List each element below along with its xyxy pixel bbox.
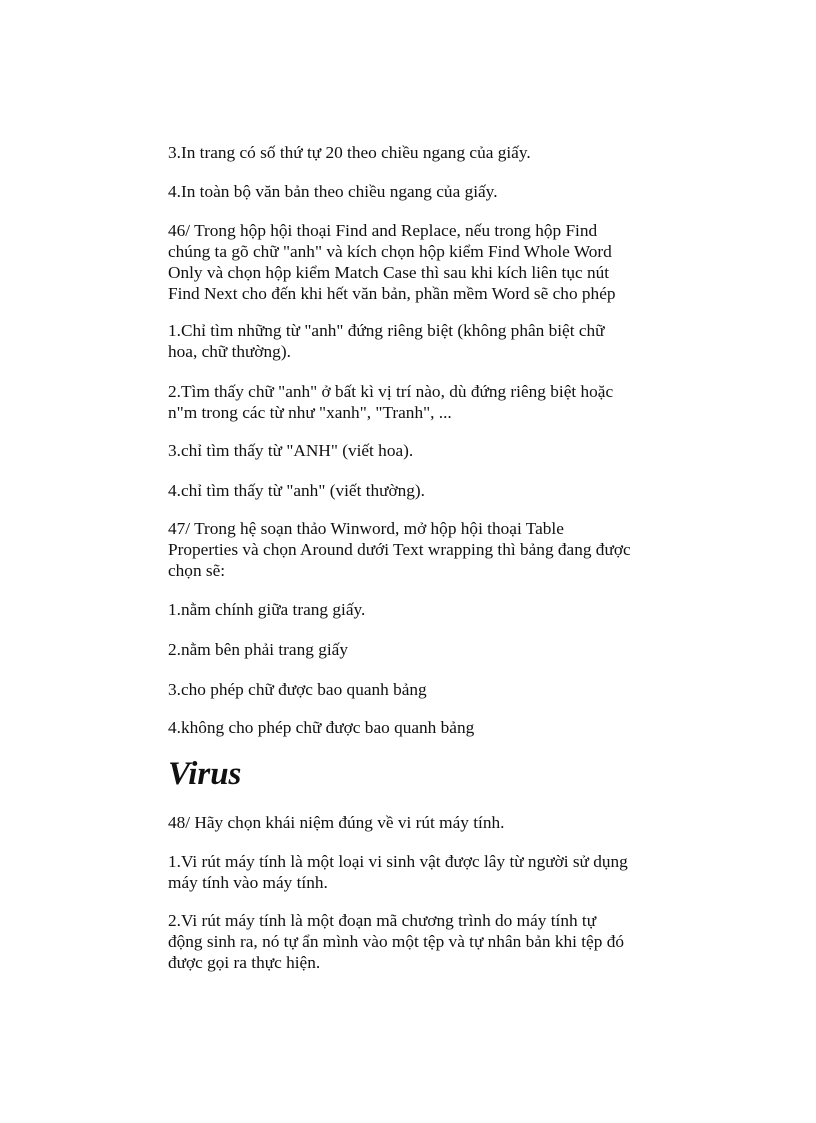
- answer-3-print-page-20: [168, 142, 688, 163]
- text-line: hoa, chữ thường).: [168, 342, 291, 361]
- text-line: 2.Vi rút máy tính là một đoạn mã chương trình do máy tính tự: [168, 911, 597, 930]
- text-line: 2.nằm bên phải trang giấy: [168, 640, 348, 659]
- question-47: [168, 518, 688, 581]
- question-48: [168, 812, 688, 833]
- question-47-answer-1: [168, 599, 688, 620]
- text-line: chọn sẽ:: [168, 561, 226, 580]
- text-line: chúng ta gõ chữ "anh" và kích chọn hộp kiểm Find Whole Word: [168, 242, 612, 261]
- question-47-answer-3: [168, 679, 688, 700]
- question-47-answer-4: [168, 717, 688, 738]
- text-line: Only và chọn hộp kiểm Match Case thì sau khi kích liên tục nút: [168, 263, 610, 282]
- text-line: 46/ Trong hộp hội thoại Find and Replace, nếu trong hộp Find: [168, 221, 598, 240]
- text-line: 2.Tìm thấy chữ "anh" ở bất kì vị trí nào, dù đứng riêng biệt hoặc: [168, 382, 614, 401]
- text-line: Properties và chọn Around dưới Text wrapping thì bảng đang được: [168, 540, 631, 559]
- question-46-answer-2: [168, 381, 688, 423]
- question-48-answer-1: [168, 851, 688, 893]
- question-46-answer-4: [168, 480, 688, 501]
- text-line: 1.Vi rút máy tính là một loại vi sinh vật được lây từ người sử dụng: [168, 852, 628, 871]
- question-46-answer-3: [168, 440, 688, 461]
- text-line: máy tính vào máy tính.: [168, 873, 328, 892]
- text-line: 3.cho phép chữ được bao quanh bảng: [168, 680, 427, 699]
- text-line: 1.nằm chính giữa trang giấy.: [168, 600, 366, 619]
- section-heading-virus: Virus: [168, 756, 242, 792]
- text-line: 4.không cho phép chữ được bao quanh bảng: [168, 718, 475, 737]
- text-line: 4.In toàn bộ văn bản theo chiều ngang của giấy.: [168, 182, 498, 201]
- question-47-answer-2: [168, 639, 688, 660]
- text-line: 1.Chỉ tìm những từ "anh" đứng riêng biệt (không phân biệt chữ: [168, 321, 605, 340]
- question-46: [168, 220, 688, 304]
- text-line: Find Next cho đến khi hết văn bản, phần mềm Word sẽ cho phép: [168, 284, 616, 303]
- text-line: n"m trong các từ như "xanh", "Tranh", ...: [168, 403, 452, 422]
- text-line: 3.chỉ tìm thấy từ "ANH" (viết hoa).: [168, 441, 414, 460]
- text-line: 4.chỉ tìm thấy từ "anh" (viết thường).: [168, 481, 425, 500]
- answer-4-print-all-landscape: [168, 181, 688, 202]
- text-line: 48/ Hãy chọn khái niệm đúng về vi rút máy tính.: [168, 813, 505, 832]
- question-48-answer-2: [168, 910, 688, 973]
- text-line: 3.In trang có số thứ tự 20 theo chiều ngang của giấy.: [168, 143, 531, 162]
- text-line: động sinh ra, nó tự ẩn mình vào một tệp và tự nhân bản khi tệp đó: [168, 932, 624, 951]
- text-line: 47/ Trong hệ soạn thảo Winword, mở hộp hội thoại Table: [168, 519, 564, 538]
- text-line: được gọi ra thực hiện.: [168, 953, 321, 972]
- question-46-answer-1: [168, 320, 688, 362]
